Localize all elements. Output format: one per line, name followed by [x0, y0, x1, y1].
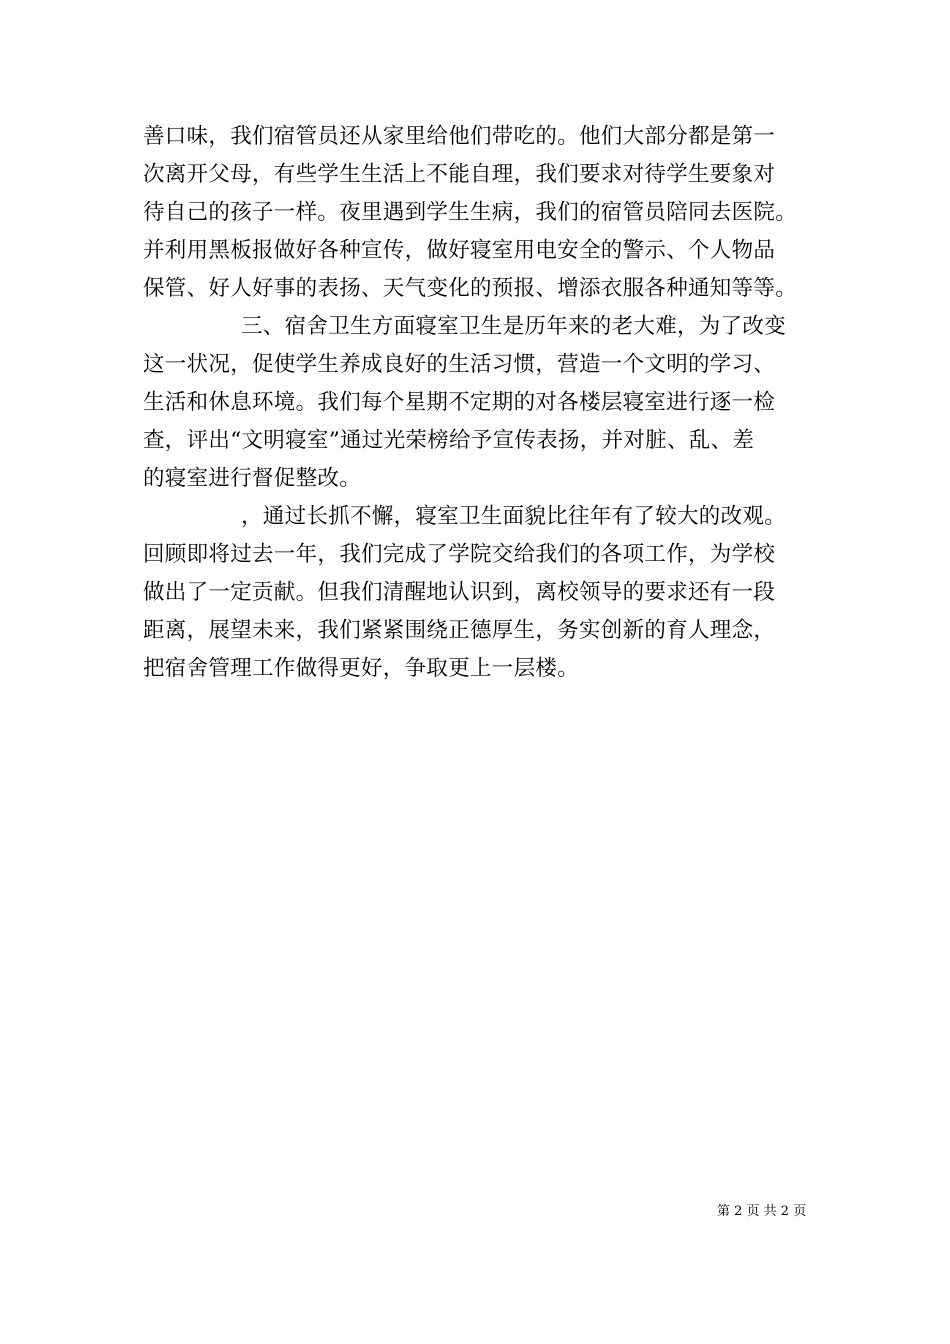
text-line-indented: 三、宿舍卫生方面寝室卫生是历年来的老大难，为了改变	[241, 314, 787, 339]
page-footer	[717, 1203, 806, 1221]
text-line-indented: ，通过长抓不懈，寝室卫生面貌比往年有了较大的改观。	[241, 504, 787, 529]
text-line: 查，评出“文明寝室”通过光荣榜给予宣传表扬，并对脏、乱、差	[143, 428, 755, 453]
text-line: 并利用黑板报做好各种宣传，做好寝室用电安全的警示、个人物品	[143, 238, 776, 263]
text-line: 次离开父母，有些学生生活上不能自理，我们要求对待学生要象对	[143, 162, 776, 187]
text-line: 的寝室进行督促整改。	[143, 466, 362, 491]
text-line: 回顾即将过去一年，我们完成了学院交给我们的各项工作，为学校	[143, 542, 776, 567]
text-line: 把宿舍管理工作做得更好，争取更上一层楼。	[143, 656, 580, 681]
text-line: 善口味，我们宿管员还从家里给他们带吃的。他们大部分都是第一	[143, 124, 776, 149]
text-line: 做出了一定贡献。但我们清醒地认识到，离校领导的要求还有一段	[143, 580, 776, 605]
page-number: 第 2 页 共 2 页	[717, 1204, 807, 1219]
document-body	[143, 118, 823, 688]
text-line: 保管、好人好事的表扬、天气变化的预报、增添衣服各种通知等等。	[143, 276, 798, 301]
text-line: 待自己的孩子一样。夜里遇到学生生病，我们的宿管员陪同去医院。	[143, 200, 798, 225]
text-line: 距离，展望未来，我们紧紧围绕正德厚生，务实创新的育人理念，	[143, 618, 776, 643]
text-line: 生活和休息环境。我们每个星期不定期的对各楼层寝室进行逐一检	[143, 390, 776, 415]
text-line: 这一状况，促使学生养成良好的生活习惯，营造一个文明的学习、	[143, 352, 776, 377]
